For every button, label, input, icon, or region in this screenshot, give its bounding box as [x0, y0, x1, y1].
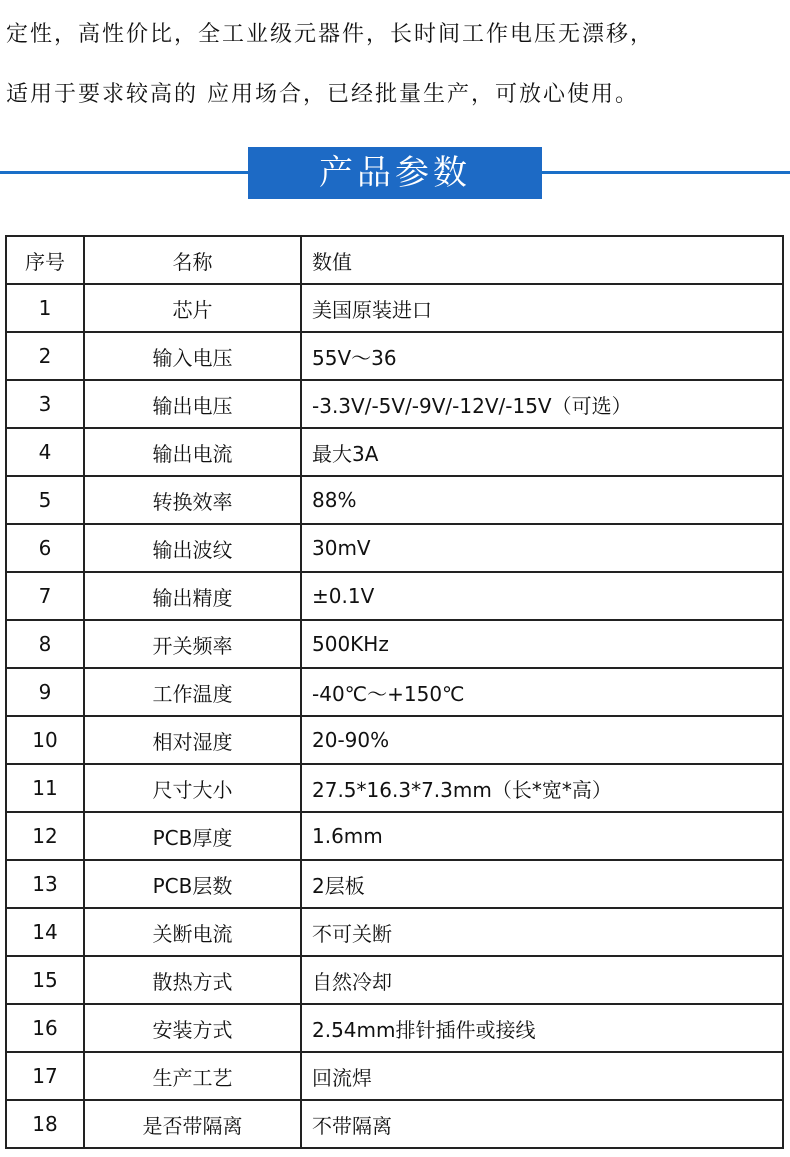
- row-value: 27.5*16.3*7.3mm（长*宽*高）: [301, 764, 783, 812]
- table-header-row: [6, 236, 783, 284]
- row-name: 相对湿度: [84, 716, 301, 764]
- row-value: 不带隔离: [301, 1100, 783, 1148]
- table-row: [6, 1004, 783, 1052]
- row-index: 14: [6, 908, 84, 956]
- table-row: [6, 428, 783, 476]
- row-index: 18: [6, 1100, 84, 1148]
- row-index: 8: [6, 620, 84, 668]
- row-index: 17: [6, 1052, 84, 1100]
- table-row: [6, 764, 783, 812]
- row-index: 9: [6, 668, 84, 716]
- intro-line-2: 适用于要求较高的 应用场合，已经批量生产，可放心使用。: [6, 82, 639, 107]
- table-body: [6, 284, 783, 1148]
- section-title: 产品参数: [248, 147, 542, 199]
- row-value: 2层板: [301, 860, 783, 908]
- row-name: 生产工艺: [84, 1052, 301, 1100]
- header-rule-right: [540, 171, 790, 174]
- table-row: [6, 380, 783, 428]
- header-rule-left: [0, 171, 250, 174]
- row-index: 6: [6, 524, 84, 572]
- intro-line-1: 定性，高性价比，全工业级元器件，长时间工作电压无漂移，: [6, 22, 655, 47]
- header-index: 序号: [6, 236, 84, 284]
- row-index: 5: [6, 476, 84, 524]
- table-row: [6, 860, 783, 908]
- row-value: 30mV: [301, 524, 783, 572]
- row-index: 7: [6, 572, 84, 620]
- row-value: 自然冷却: [301, 956, 783, 1004]
- row-index: 3: [6, 380, 84, 428]
- table-row: [6, 284, 783, 332]
- table-row: [6, 716, 783, 764]
- section-header: [0, 147, 790, 199]
- row-value: 20-90%: [301, 716, 783, 764]
- row-name: 是否带隔离: [84, 1100, 301, 1148]
- table-row: [6, 812, 783, 860]
- header-value: 数值: [301, 236, 783, 284]
- row-name: PCB层数: [84, 860, 301, 908]
- row-value: 2.54mm排针插件或接线: [301, 1004, 783, 1052]
- row-index: 16: [6, 1004, 84, 1052]
- table-row: [6, 1100, 783, 1148]
- row-name: PCB厚度: [84, 812, 301, 860]
- row-index: 1: [6, 284, 84, 332]
- row-value: ±0.1V: [301, 572, 783, 620]
- table-row: [6, 476, 783, 524]
- table-row: [6, 332, 783, 380]
- row-name: 输入电压: [84, 332, 301, 380]
- row-value: 55V～36: [301, 332, 783, 380]
- row-value: 500KHz: [301, 620, 783, 668]
- row-index: 4: [6, 428, 84, 476]
- row-name: 散热方式: [84, 956, 301, 1004]
- row-index: 13: [6, 860, 84, 908]
- table-row: [6, 572, 783, 620]
- table-row: [6, 620, 783, 668]
- table-row: [6, 908, 783, 956]
- row-value: 美国原装进口: [301, 284, 783, 332]
- table-row: [6, 668, 783, 716]
- row-name: 输出波纹: [84, 524, 301, 572]
- row-index: 15: [6, 956, 84, 1004]
- row-value: 不可关断: [301, 908, 783, 956]
- row-value: 1.6mm: [301, 812, 783, 860]
- row-index: 12: [6, 812, 84, 860]
- row-name: 开关频率: [84, 620, 301, 668]
- table-row: [6, 956, 783, 1004]
- table-row: [6, 524, 783, 572]
- row-value: 88%: [301, 476, 783, 524]
- row-value: -40℃～+150℃: [301, 668, 783, 716]
- parameters-table: [5, 235, 784, 1149]
- row-index: 11: [6, 764, 84, 812]
- row-index: 2: [6, 332, 84, 380]
- table-row: [6, 1052, 783, 1100]
- row-value: 回流焊: [301, 1052, 783, 1100]
- row-name: 尺寸大小: [84, 764, 301, 812]
- row-name: 输出电流: [84, 428, 301, 476]
- row-name: 输出电压: [84, 380, 301, 428]
- header-name: 名称: [84, 236, 301, 284]
- row-name: 芯片: [84, 284, 301, 332]
- row-name: 工作温度: [84, 668, 301, 716]
- row-value: -3.3V/-5V/-9V/-12V/-15V（可选）: [301, 380, 783, 428]
- row-name: 安装方式: [84, 1004, 301, 1052]
- row-name: 转换效率: [84, 476, 301, 524]
- row-name: 关断电流: [84, 908, 301, 956]
- row-index: 10: [6, 716, 84, 764]
- row-name: 输出精度: [84, 572, 301, 620]
- row-value: 最大3A: [301, 428, 783, 476]
